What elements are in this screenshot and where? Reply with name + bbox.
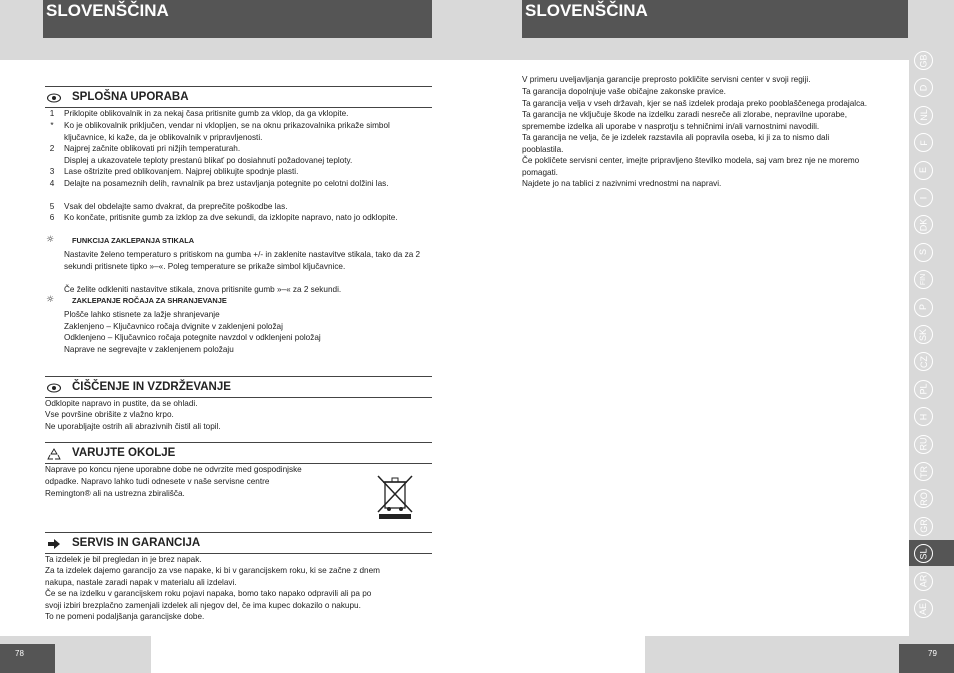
step-number: 6 [49, 213, 55, 222]
language-tab-nl[interactable] [914, 106, 933, 125]
language-tab-e[interactable] [914, 161, 933, 180]
right-text-line: Ta garancija ne vključuje škode na izdelku zaradi nesreče ali zlorabe, nepravilne uporabe, [522, 110, 847, 119]
language-tab-ae[interactable] [914, 599, 933, 618]
left-page-title: SLOVENŠČINA [43, 0, 432, 38]
language-tab-label: F [918, 139, 929, 146]
left-page-number-box [0, 644, 55, 673]
weee-bin-icon [376, 474, 414, 520]
handle-line: Zaklenjeno – Ključavnico ročaja dvignite v zaklenjeni položaj [64, 322, 283, 331]
warranty-line: svoji izbiri brezplačno zamenjali izdelek ali njegov del, če ima kupec dokazilo o nakupu. [45, 601, 361, 610]
step-number: 1 [49, 109, 55, 118]
language-tab-s[interactable] [914, 243, 933, 262]
language-tab-label: SK [918, 328, 929, 341]
sun-icon: ☼ [46, 235, 55, 245]
language-tab-label: I [918, 196, 929, 199]
step-text: Ko je oblikovalnik priključen, vendar ni vklopljen, se na oknu prikazovalnika prikaže simbol ključavnice, ki kaže, da je oblikovalnik v pripravljenosti. [64, 121, 390, 142]
step-text: Delajte na posameznih delih, ravnalnik pa brez ustavljanja potegnite po celotni dolžini las. [64, 179, 389, 188]
right-text-line: pooblastila. [522, 145, 564, 154]
language-tab-label: FIN [920, 274, 927, 286]
right-text-line: Najdete jo na tablici z nazivnimi vrednostmi na napravi. [522, 179, 722, 188]
step-number: 4 [49, 179, 55, 188]
right-page-number: 79 [928, 649, 937, 658]
warranty-heading: SERVIS IN GARANCIJA [72, 537, 201, 549]
handle-line: Naprave ne segrevajte v zaklenjenem položaju [64, 345, 234, 354]
language-tab-sk[interactable] [914, 325, 933, 344]
right-text-line: pomagati. [522, 168, 558, 177]
language-tab-label: RU [918, 437, 929, 451]
cleaning-line: Vse površine obrišite z vlažno krpo. [45, 410, 174, 419]
warranty-line: nakupa, nastale zaradi napak v materialu ali izdelavi. [45, 578, 237, 587]
step-text: Priklopite oblikovalnik in za nekaj časa pritisnite gumb za vklop, da ga vklopite. [64, 109, 349, 118]
warranty-line: To ne pomeni podaljšanja garancijske dobe. [45, 612, 205, 621]
language-tab-label: P [918, 304, 929, 311]
language-tab-label: DK [918, 218, 929, 232]
right-text-line: spremembe izdelka ali uporabe v nasprotju s tehničnimi in/ali varnostnimi navodili. [522, 122, 820, 131]
recycle-icon [47, 448, 61, 460]
environment-line: Naprave po koncu njene uporabne dobe ne odvrzite med gospodinjske [45, 465, 302, 474]
right-text-line: Če pokličete servisni center, imejte pripravljeno številko modela, saj vam brez nje ne moremo [522, 156, 860, 165]
language-tab-label: E [918, 167, 929, 174]
language-tab-label: SL [918, 548, 929, 560]
language-tab-label: GB [918, 53, 929, 68]
language-tab-gr[interactable] [914, 517, 933, 536]
right-text-line: V primeru uveljavljanja garancije preprosto pokličite servisni center v svoji regiji. [522, 75, 811, 84]
language-tab-label: TR [918, 465, 929, 478]
language-tab-p[interactable] [914, 298, 933, 317]
right-text-line: Ta garancija velja v vseh državah, kjer se naš izdelek prodaja preko pooblaščenega prodajalca. [522, 99, 867, 108]
cleaning-section-header [45, 376, 432, 399]
lock-function-text: Nastavite želeno temperaturo s pritiskom na gumba +/- in zaklenite nastavitve stikala, tako da za 2 sekundi pritisnete tipko »–«. Poleg temperature se prikaže simbol ključavnice. [64, 250, 421, 271]
language-tab-label: D [918, 84, 929, 92]
language-tab-label: CZ [918, 355, 929, 368]
language-tab-label: H [918, 413, 929, 420]
eye-icon [47, 92, 61, 104]
environment-section-header [45, 442, 432, 465]
handle-line: Odklenjeno – Ključavnico ročaja potegnite navzdol v odklenjeni položaj [64, 333, 321, 342]
right-text-line: Ta garancija dopolnjuje vaše običajne zakonske pravice. [522, 87, 726, 96]
warranty-section-header [45, 532, 432, 555]
step-text: Ko končate, pritisnite gumb za izklop za dve sekundi, da izklopite napravo, nato jo odklopite. [64, 213, 398, 222]
eye-icon [47, 382, 61, 394]
warranty-line: Ta izdelek je bil pregledan in je brez napak. [45, 555, 202, 564]
step-number: 2 [49, 144, 55, 153]
general-use-heading: SPLOŠNA UPORABA [72, 91, 189, 103]
handle-lock-heading: ZAKLEPANJE ROČAJA ZA SHRANJEVANJE [72, 296, 227, 305]
step-number: 5 [49, 202, 55, 211]
handle-line: Plošče lahko stisnete za lažje shranjevanje [64, 310, 220, 319]
cleaning-heading: ČIŠČENJE IN VZDRŽEVANJE [72, 381, 231, 393]
language-tab-label: S [918, 249, 929, 256]
step-number: 3 [49, 167, 55, 176]
language-tab-i[interactable] [914, 188, 933, 207]
lock-function-text-2: Če želite odkleniti nastavitve stikala, znova pritisnite gumb »–« za 2 sekundi. [64, 285, 342, 294]
left-page-number: 78 [15, 649, 24, 658]
step-text: Vsak del obdelajte samo dvakrat, da preprečite poškodbe las. [64, 202, 288, 211]
step-number: * [50, 121, 54, 130]
step-text: Lase oštrizite pred oblikovanjem. Najprej oblikujte spodnje plasti. [64, 167, 299, 176]
lock-function-heading: FUNKCIJA ZAKLEPANJA STIKALA [72, 236, 195, 245]
right-page-title: SLOVENŠČINA [522, 0, 908, 38]
cleaning-line: Odklopite napravo in pustite, da se ohladi. [45, 399, 198, 408]
warranty-line: Za ta izdelek dajemo garancijo za vse napake, ki bi v garancijskem roku, ki se začne z dnem [45, 566, 380, 575]
step-text: Najprej začnite oblikovati pri nižjih temperaturah. [64, 144, 241, 153]
right-page-number-box [899, 644, 954, 673]
language-tab-label: AE [918, 602, 929, 615]
cleaning-line: Ne uporabljajte ostrih ali abrazivnih čistil ali topil. [45, 422, 221, 431]
language-tab-ar[interactable] [914, 572, 933, 591]
warranty-line: Če se na izdelku v garancijskem roku pojavi napaka, bomo tako napako odpravili ali pa po [45, 589, 372, 598]
sun-icon: ☼ [46, 295, 55, 305]
language-tab-ru[interactable] [914, 435, 933, 454]
language-tab-pl[interactable] [914, 380, 933, 399]
right-text-line: Ta garancija ne velja, če je izdelek razstavila ali popravila oseba, ki ji za to nismo dali [522, 133, 830, 142]
environment-line: odpadke. Napravo lahko tudi odnesete v naše servisne centre [45, 477, 270, 486]
language-tab-label: NL [918, 109, 929, 122]
language-tab-label: RO [918, 492, 929, 506]
environment-line: Remington® ali na ustrezna zbirališča. [45, 489, 185, 498]
language-tab-label: AR [918, 574, 929, 588]
step-text: Displej a ukazovatele teploty prestanú blikať po dosiahnutí požadovanej teploty. [64, 156, 353, 165]
general-use-section-header [45, 86, 432, 109]
arrow-right-icon [47, 538, 61, 550]
language-tab-gb[interactable] [914, 51, 933, 70]
language-tab-label: GR [918, 519, 929, 534]
environment-heading: VARUJTE OKOLJE [72, 447, 176, 459]
language-tab-label: PL [918, 383, 929, 395]
language-tab-tr[interactable] [914, 462, 933, 481]
